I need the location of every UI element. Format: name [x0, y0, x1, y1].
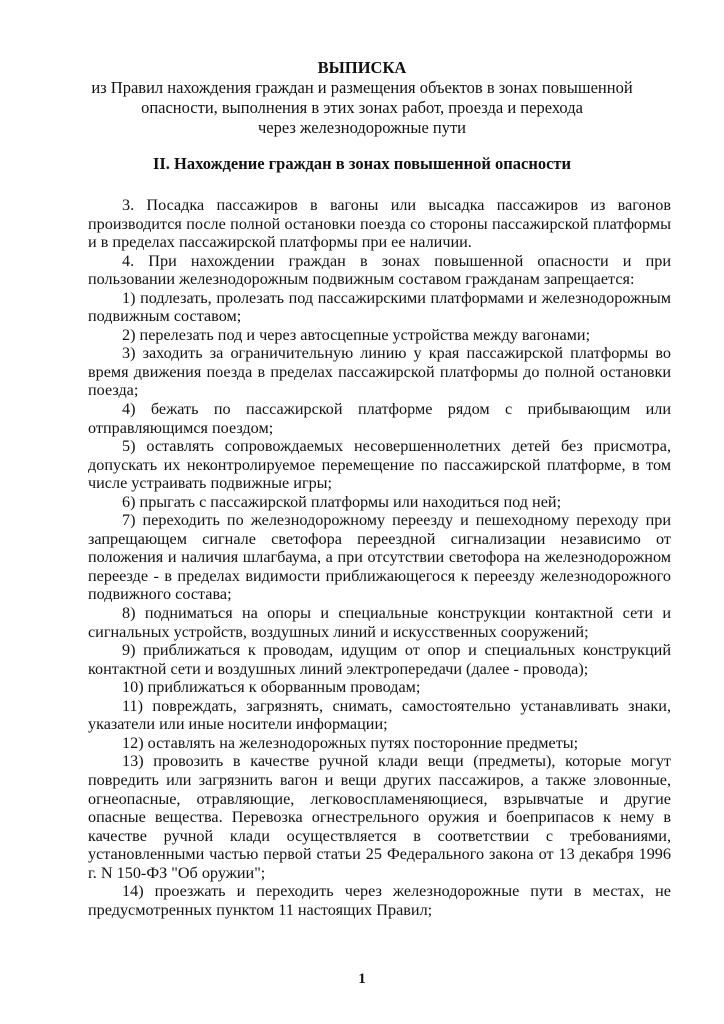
list-item-3: 3) заходить за ограничительную линию у края пассажирской платформы во время движения поезда в пределах пассажирской платформы до полной остановки поезда; [88, 344, 671, 400]
list-item-9: 9) приближаться к проводам, идущим от опор и специальных конструкций контактной сети и воздушных линий электропередачи (далее - провода); [88, 641, 671, 678]
document-header [0, 58, 724, 138]
list-item-13: 13) провозить в качестве ручной клади вещи (предметы), которые могут повредить или загрязнить вагон и вещи других пассажиров, а также зловонные, огнеопасные, отравляющие, легковоспламеняющиеся, взрывчатые и другие опасные вещества. Перевозка огнестрельного оружия и боеприпасов к нему в качестве ручной клади осуществляется в соответствии с требованиями, установленными частью первой статьи 25 Федерального закона от 13 декабря 1996 г. N 150-ФЗ "Об оружии"; [88, 752, 671, 882]
document-title: ВЫПИСКА [317, 58, 407, 77]
list-item-8: 8) подниматься на опоры и специальные конструкции контактной сети и сигнальных устройств, воздушных линий и искусственных сооружений; [88, 604, 671, 641]
list-item-11: 11) повреждать, загрязнять, снимать, самостоятельно устанавливать знаки, указатели или иные носители информации; [88, 696, 671, 734]
list-item-10: 10) приближаться к оборванным проводам; [122, 678, 421, 697]
list-item-4: 4) бежать по пассажирской платформе рядом с прибывающим или отправляющимся поездом; [88, 400, 671, 437]
section-heading: II. Нахождение граждан в зонах повышенной опасности [152, 154, 572, 173]
list-item-5: 5) оставлять сопровождаемых несовершеннолетних детей без присмотра, допускать их неконтролируемое перемещение по пассажирской платформе, в том числе устраивать подвижные игры; [88, 437, 671, 493]
list-item-6: 6) прыгать с пассажирской платформы или находиться под ней; [122, 492, 562, 511]
paragraph-item-3: 3. Посадка пассажиров в вагоны или высадка пассажиров из вагонов производится после полной остановки поезда со стороны пассажирской платформы и в пределах пассажирской платформы при ее наличии. [88, 196, 671, 252]
document-subtitle-line-2: опасности, выполнения в этих зонах работ, проезда и перехода [141, 98, 583, 117]
document-subtitle-line-3: через железнодорожные пути [257, 118, 467, 137]
list-item-14: 14) проезжать и переходить через железнодорожные пути в местах, не предусмотренных пунктом 11 настоящих Правил; [88, 882, 671, 919]
page-number: 1 [358, 971, 366, 987]
list-item-1: 1) подлезать, пролезать под пассажирскими платформами и железнодорожным подвижным составом; [88, 288, 671, 326]
paragraph-item-4: 4. При нахождении граждан в зонах повышенной опасности и при пользовании железнодорожным подвижным составом гражданам запрещается: [88, 251, 671, 289]
list-item-2: 2) перелезать под и через автосцепные устройства между вагонами; [122, 325, 591, 344]
list-item-12: 12) оставлять на железнодорожных путях посторонние предметы; [122, 733, 579, 752]
list-item-7: 7) переходить по железнодорожному переезду и пешеходному переходу при запрещающем сигнале светофора переездной сигнализации независимо от положения и наличия шлагбаума, а при отсутствии светофора на железнодорожном переезде - в пределах видимости приближающегося к переезду железнодорожного подвижного состава; [88, 511, 671, 604]
document-subtitle-line-1: из Правил нахождения граждан и размещения объектов в зонах повышенной [91, 78, 633, 97]
document-body [88, 196, 671, 919]
